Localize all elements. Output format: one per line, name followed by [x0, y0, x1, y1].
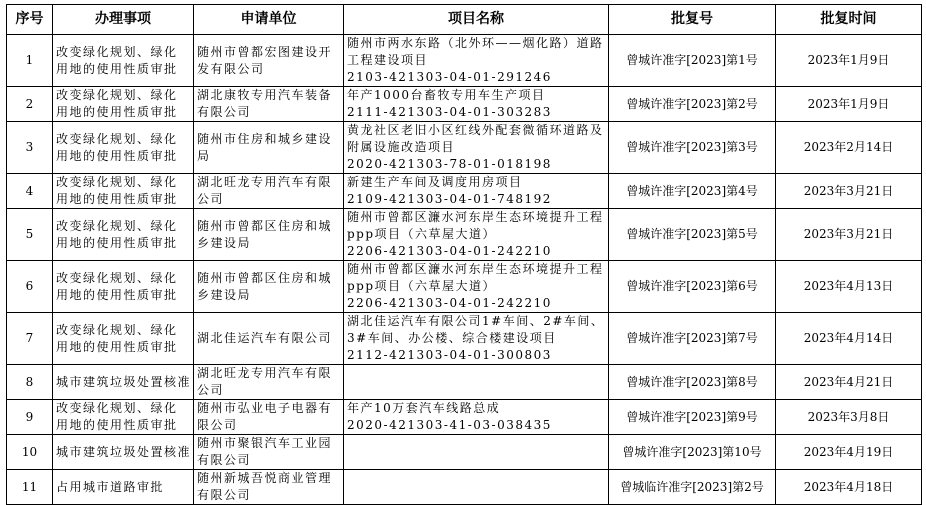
cell-no: 5: [7, 209, 53, 261]
cell-unit: 随州市曾都区住房和城乡建设局: [194, 261, 344, 313]
cell-project: 随州市曾都区濂水河东岸生态环境提升工程ppp项目（六草屋大道） 2206-421303-04-01-242210: [344, 261, 609, 313]
table-row: [7, 87, 922, 122]
cell-item: 改变绿化规划、绿化用地的使用性质审批: [53, 122, 194, 174]
cell-no: 4: [7, 174, 53, 209]
cell-item: 改变绿化规划、绿化用地的使用性质审批: [53, 87, 194, 122]
cell-project: [344, 470, 609, 505]
cell-approval: 曾城临许准字[2023]第2号: [609, 470, 776, 505]
cell-approval: 曾城许准字[2023]第1号: [609, 35, 776, 87]
cell-date: 2023年1月9日: [776, 35, 922, 87]
cell-date: 2023年3月8日: [776, 400, 922, 435]
cell-approval: 曾城许准字[2023]第7号: [609, 313, 776, 365]
col-header-unit: 申请单位: [194, 5, 344, 35]
cell-date: 2023年3月21日: [776, 174, 922, 209]
cell-no: 7: [7, 313, 53, 365]
cell-project: 黄龙社区老旧小区红线外配套微循环道路及附属设施改造项目 2020-421303-78-01-018198: [344, 122, 609, 174]
cell-date: 2023年2月14日: [776, 122, 922, 174]
cell-no: 9: [7, 400, 53, 435]
cell-item: 城市建筑垃圾处置核准: [53, 435, 194, 470]
col-header-item: 办理事项: [53, 5, 194, 35]
cell-unit: 随州市住房和城乡建设局: [194, 122, 344, 174]
table-row: [7, 435, 922, 470]
table-row: [7, 400, 922, 435]
table-row: [7, 174, 922, 209]
cell-approval: 曾城许准字[2023]第10号: [609, 435, 776, 470]
cell-no: 8: [7, 365, 53, 400]
table-row: [7, 209, 922, 261]
cell-date: 2023年4月19日: [776, 435, 922, 470]
cell-no: 1: [7, 35, 53, 87]
cell-unit: 随州市聚银汽车工业园有限公司: [194, 435, 344, 470]
cell-no: 10: [7, 435, 53, 470]
table-row: [7, 122, 922, 174]
cell-approval: 曾城许准字[2023]第3号: [609, 122, 776, 174]
col-header-date: 批复时间: [776, 5, 922, 35]
cell-no: 6: [7, 261, 53, 313]
cell-date: 2023年4月21日: [776, 365, 922, 400]
cell-project: [344, 365, 609, 400]
cell-approval: 曾城许准字[2023]第6号: [609, 261, 776, 313]
cell-unit: 湖北佳运汽车有限公司: [194, 313, 344, 365]
col-header-project: 项目名称: [344, 5, 609, 35]
cell-item: 占用城市道路审批: [53, 470, 194, 505]
approval-table: [6, 4, 922, 505]
cell-project: 新建生产车间及调度用房项目 2109-421303-04-01-748192: [344, 174, 609, 209]
table-row: [7, 313, 922, 365]
table-row: [7, 365, 922, 400]
cell-date: 2023年4月18日: [776, 470, 922, 505]
cell-item: 改变绿化规划、绿化用地的使用性质审批: [53, 313, 194, 365]
cell-no: 11: [7, 470, 53, 505]
cell-item: 改变绿化规划、绿化用地的使用性质审批: [53, 209, 194, 261]
cell-date: 2023年4月14日: [776, 313, 922, 365]
cell-item: 改变绿化规划、绿化用地的使用性质审批: [53, 400, 194, 435]
cell-unit: 湖北旺龙专用汽车有限公司: [194, 174, 344, 209]
cell-project: 年产1000台畜牧专用车生产项目 2111-421303-04-01-303283: [344, 87, 609, 122]
cell-unit: 随州市曾都区住房和城乡建设局: [194, 209, 344, 261]
cell-approval: 曾城许准字[2023]第9号: [609, 400, 776, 435]
cell-approval: 曾城许准字[2023]第5号: [609, 209, 776, 261]
cell-date: 2023年4月13日: [776, 261, 922, 313]
cell-date: 2023年1月9日: [776, 87, 922, 122]
cell-item: 改变绿化规划、绿化用地的使用性质审批: [53, 35, 194, 87]
cell-unit: 湖北旺龙专用汽车有限公司: [194, 365, 344, 400]
cell-unit: 随州市曾都宏图建设开发有限公司: [194, 35, 344, 87]
cell-unit: 随州市弘业电子电器有限公司: [194, 400, 344, 435]
cell-project: 年产10万套汽车线路总成 2020-421303-41-03-038435: [344, 400, 609, 435]
cell-project: [344, 435, 609, 470]
cell-project: 湖北佳运汽车有限公司1#车间、2#车间、3#车间、办公楼、综合楼建设项目 2112-421303-04-01-300803: [344, 313, 609, 365]
table-row: [7, 470, 922, 505]
cell-approval: 曾城许准字[2023]第2号: [609, 87, 776, 122]
cell-project: 随州市曾都区濂水河东岸生态环境提升工程ppp项目（六草屋大道） 2206-421303-04-01-242210: [344, 209, 609, 261]
cell-project: 随州市两水东路（北外环——烟化路）道路工程建设项目 2103-421303-04-01-291246: [344, 35, 609, 87]
table-row: [7, 261, 922, 313]
col-header-approval: 批复号: [609, 5, 776, 35]
col-header-no: 序号: [7, 5, 53, 35]
cell-item: 改变绿化规划、绿化用地的使用性质审批: [53, 261, 194, 313]
table-row: [7, 35, 922, 87]
cell-unit: 湖北康牧专用汽车装备有限公司: [194, 87, 344, 122]
cell-item: 城市建筑垃圾处置核准: [53, 365, 194, 400]
cell-item: 改变绿化规划、绿化用地的使用性质审批: [53, 174, 194, 209]
cell-no: 2: [7, 87, 53, 122]
header-row: [7, 5, 922, 35]
cell-unit: 随州新城吾悦商业管理有限公司: [194, 470, 344, 505]
cell-approval: 曾城许准字[2023]第4号: [609, 174, 776, 209]
cell-date: 2023年3月21日: [776, 209, 922, 261]
cell-no: 3: [7, 122, 53, 174]
cell-approval: 曾城许准字[2023]第8号: [609, 365, 776, 400]
